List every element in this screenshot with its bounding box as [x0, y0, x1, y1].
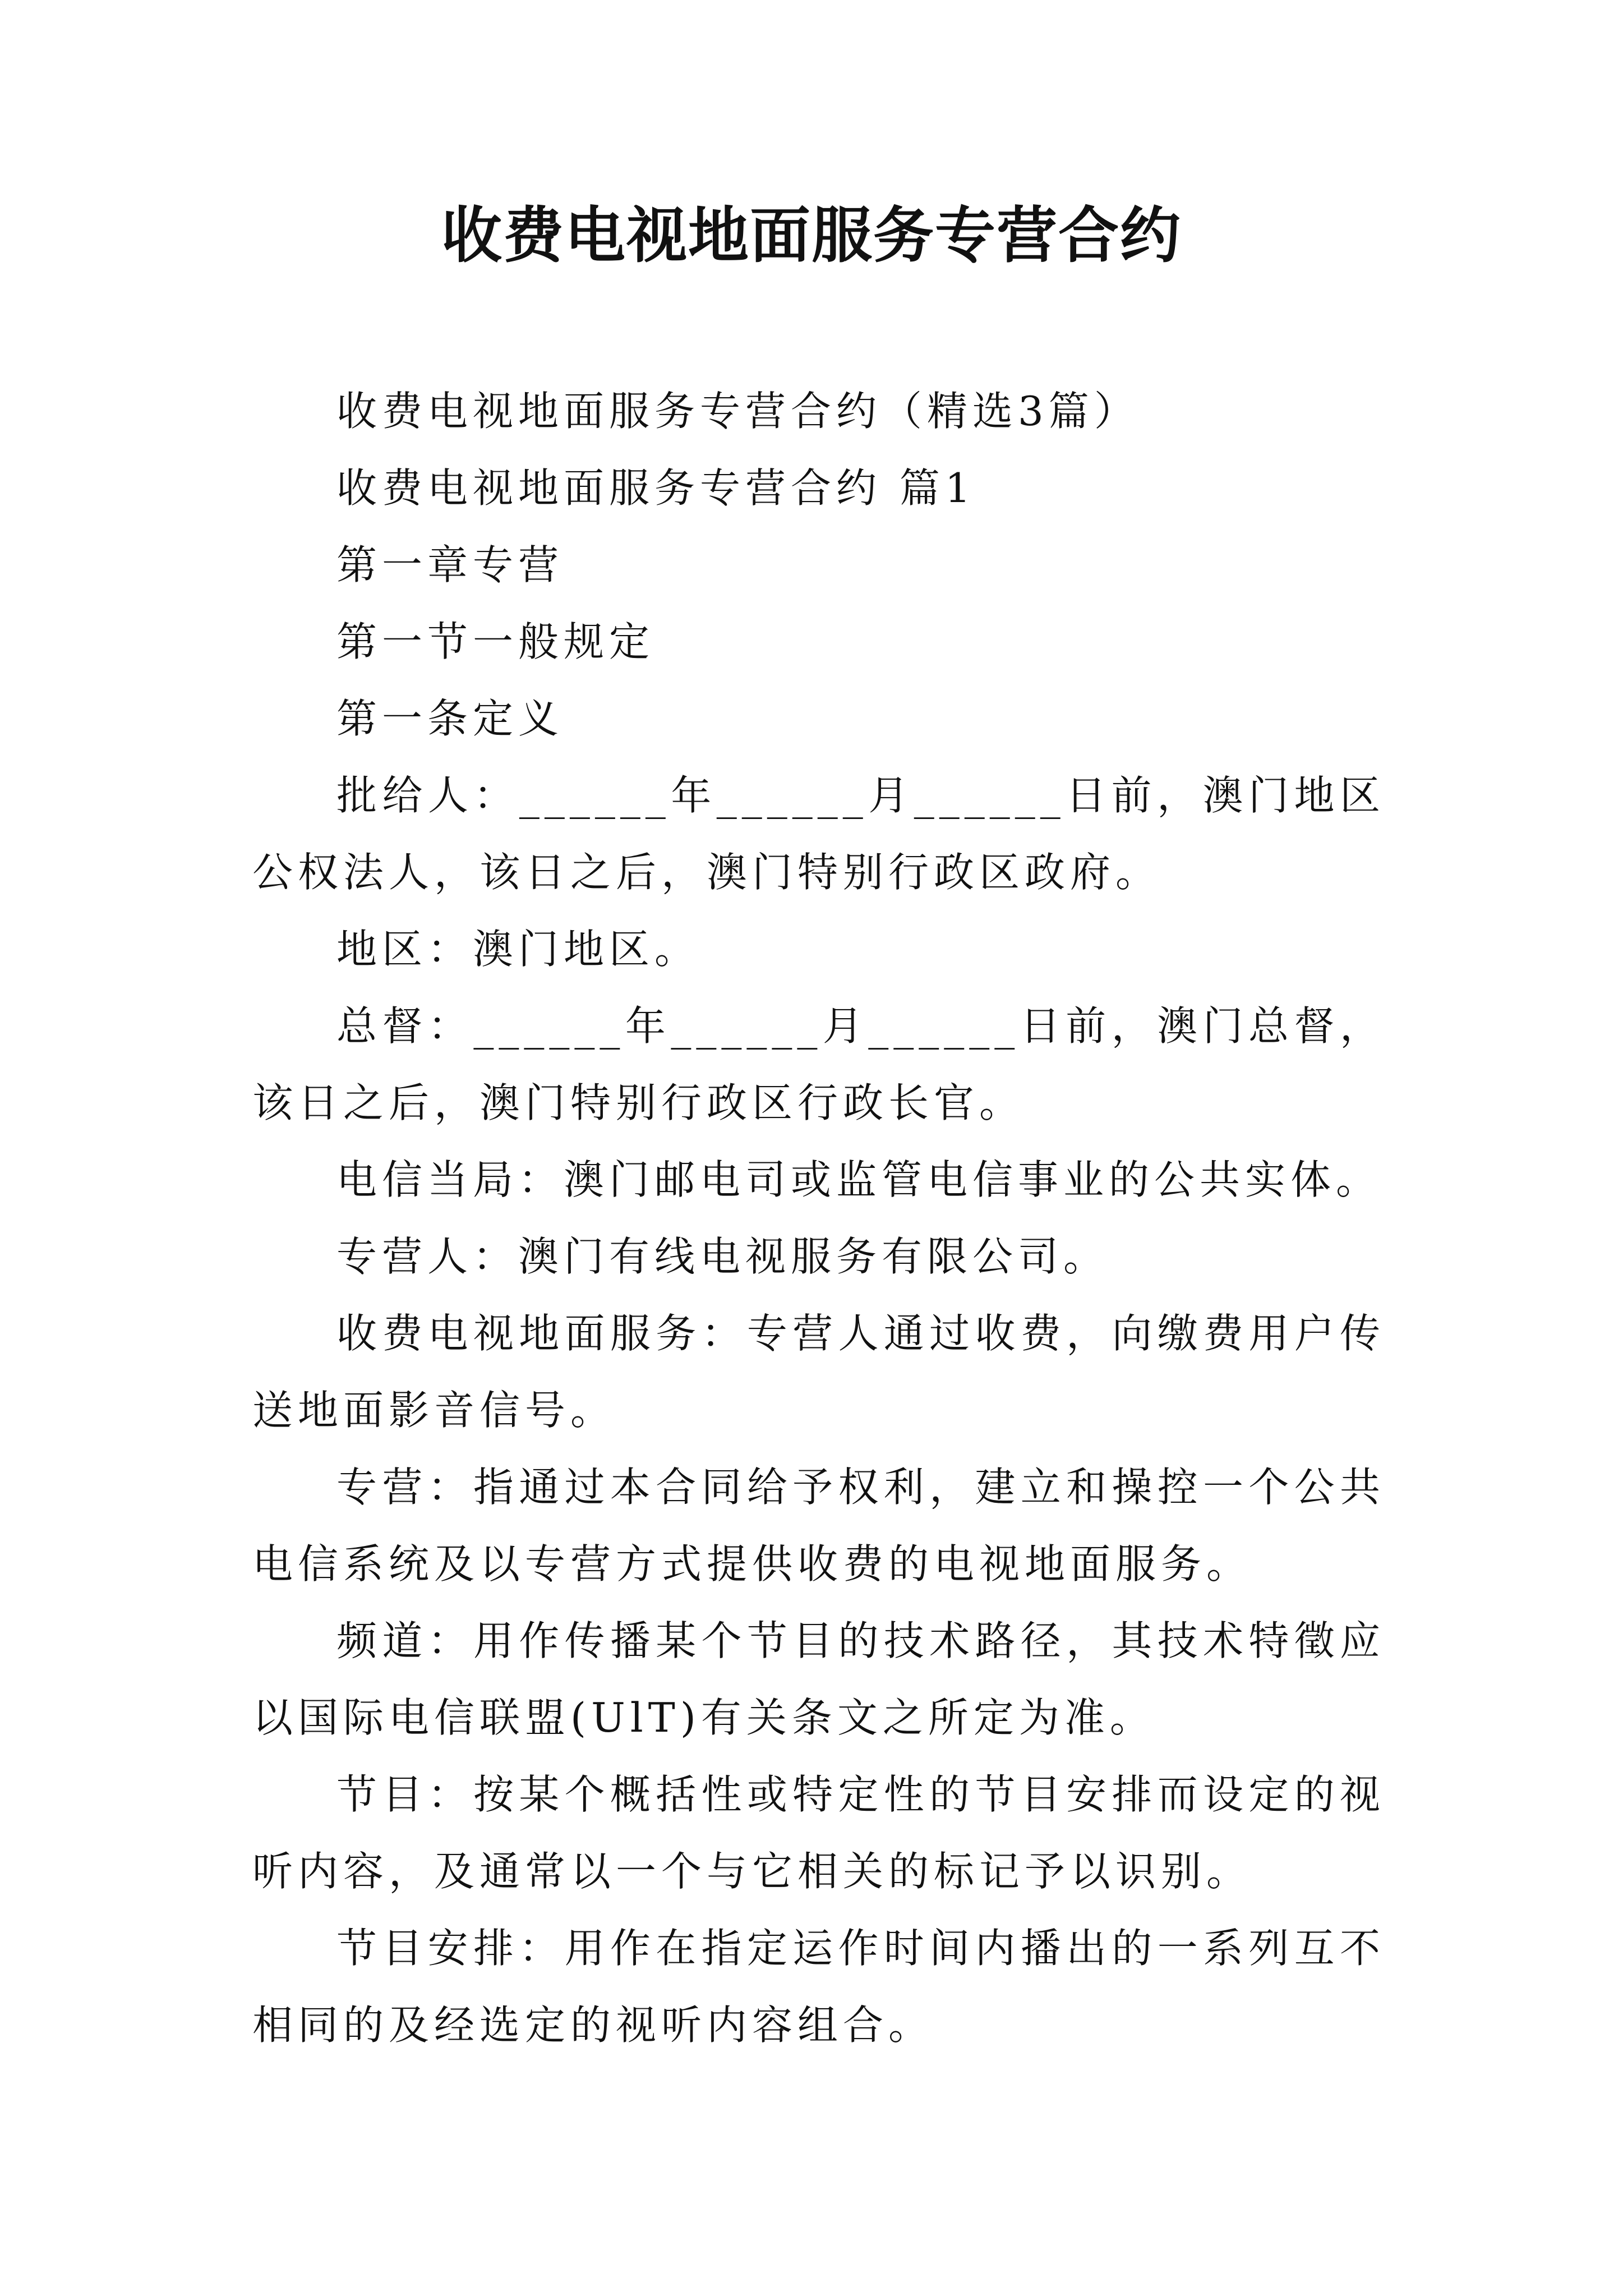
document-title: 收费电视地面服务专营合约 — [441, 200, 1182, 271]
paragraph-section-heading: 第一节一般规定 — [336, 618, 655, 665]
paragraph-programming-definition: 节目安排：用作在指定运作时间内播出的一系列互不相同的及经选定的视听内容组合。 — [252, 1925, 1385, 2049]
paragraph-paytv-service-definition: 收费电视地面服务：专营人通过收费，向缴费用户传送地面影音信号。 — [252, 1310, 1385, 1434]
paragraph-concessionaire-definition: 专营人：澳门有线电视服务有限公司。 — [336, 1233, 1109, 1280]
paragraph-grantor-definition: 批给人：______年______月______日前，澳门地区公权法人，该日之后，澳门特别行政区政府。 — [252, 772, 1385, 896]
paragraph-governor-definition: 总督：______年______月______日前，澳门总督，该日之后，澳门特别行政区行政长官。 — [252, 1002, 1385, 1126]
paragraph-concession-definition: 专营：指通过本合同给予权利，建立和操控一个公共电信系统及以专营方式提供收费的电视地面服务。 — [252, 1464, 1385, 1588]
paragraph-program-definition: 节目：按某个概括性或特定性的节目安排而设定的视听内容，及通常以一个与它相关的标记予以识别。 — [252, 1771, 1385, 1895]
paragraph-selection-heading: 收费电视地面服务专营合约（精选3篇） — [336, 388, 1140, 435]
paragraph-region-definition: 地区：澳门地区。 — [336, 926, 700, 973]
document-body — [252, 373, 1385, 2064]
paragraph-chapter-heading: 第一章专营 — [336, 541, 564, 588]
paragraph-telecom-authority-definition: 电信当局：澳门邮电司或监管电信事业的公共实体。 — [336, 1156, 1382, 1203]
paragraph-clause-heading: 第一条定义 — [336, 695, 564, 742]
paragraph-channel-definition: 频道：用作传播某个节目的技术路径，其技术特徵应以国际电信联盟(UlT)有关条文之所定为准。 — [252, 1617, 1385, 1741]
paragraph-article-heading: 收费电视地面服务专营合约 篇1 — [336, 464, 976, 512]
